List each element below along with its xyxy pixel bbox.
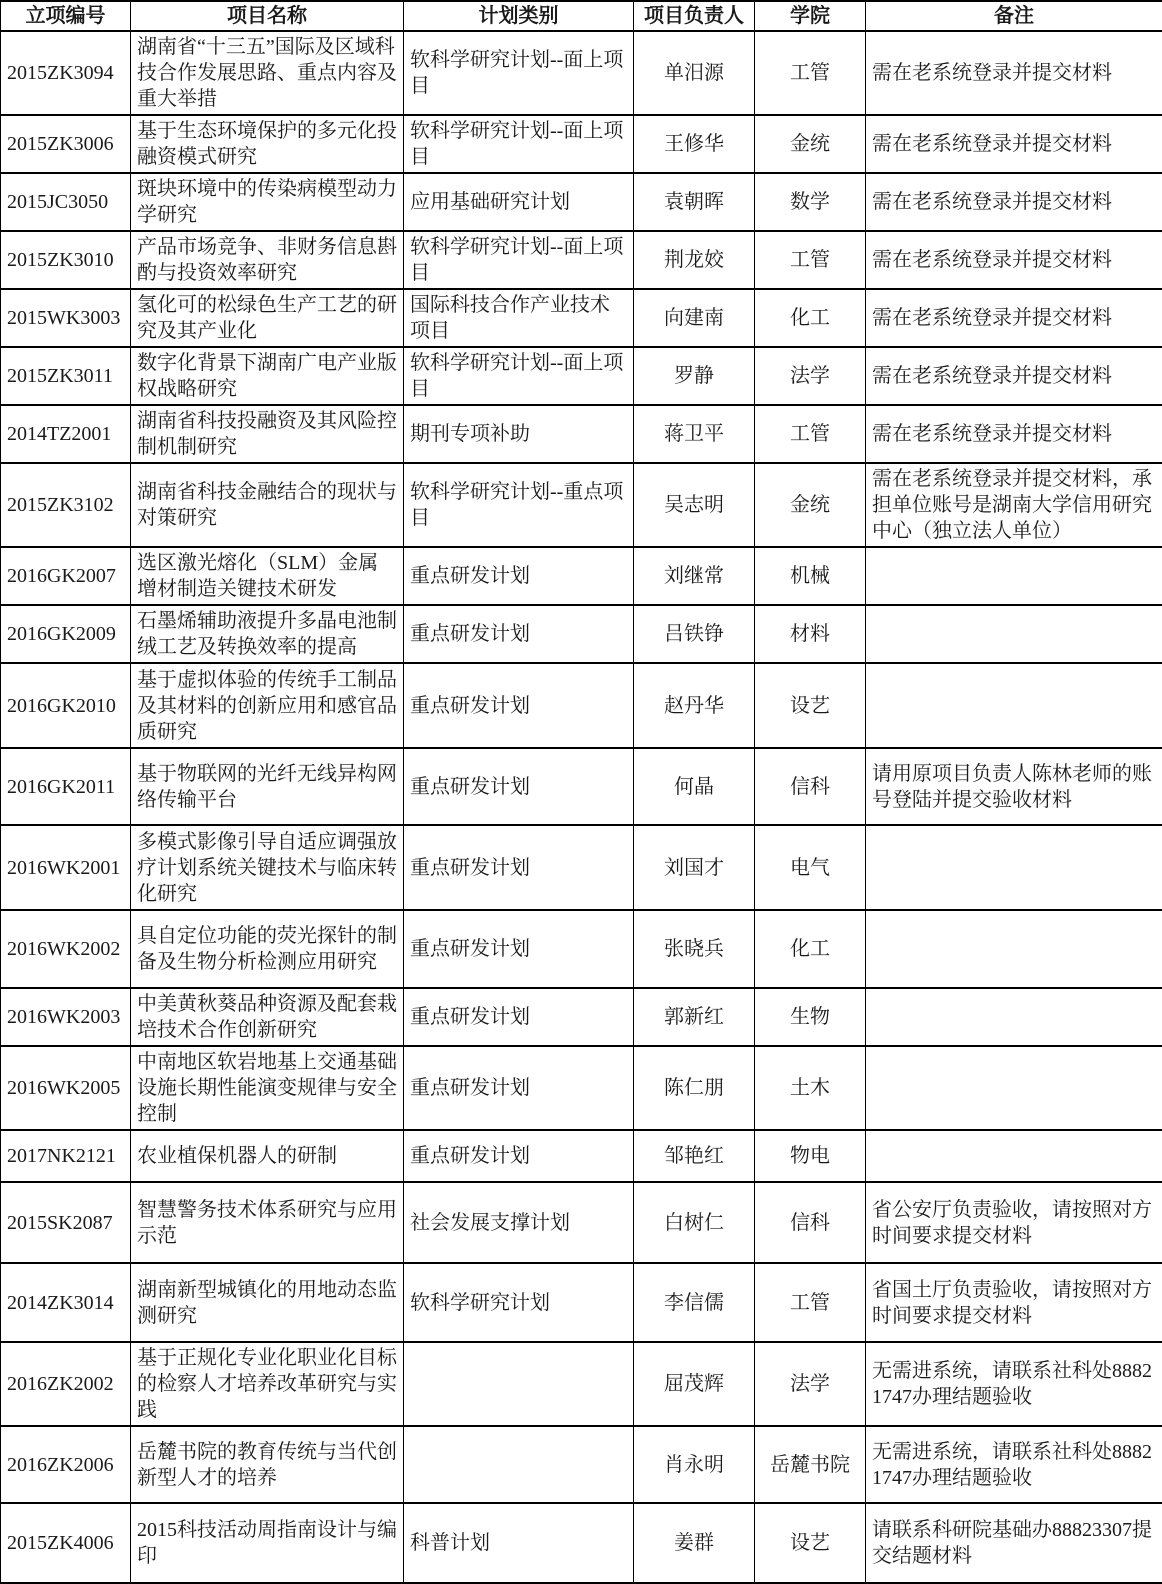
table-header: [1, 1, 1162, 31]
cell-leader: 姜群: [634, 1503, 755, 1583]
cell-plan-category: 软科学研究计划--面上项目: [404, 31, 634, 115]
cell-project-name: 产品市场竞争、非财务信息斟酌与投资效率研究: [131, 231, 404, 289]
cell-project-id: 2015SK2087: [1, 1182, 131, 1263]
cell-leader: 吕铁铮: [634, 605, 755, 663]
table-row: [1, 289, 1162, 347]
cell-remark: 无需进系统，请联系社科处88821747办理结题验收: [866, 1342, 1162, 1426]
cell-project-id: 2014TZ2001: [1, 405, 131, 463]
cell-college: 金统: [755, 463, 866, 547]
cell-project-name: 多模式影像引导自适应调强放疗计划系统关键技术与临床转化研究: [131, 825, 404, 910]
cell-project-name: 中美黄秋葵品种资源及配套栽培技术合作创新研究: [131, 988, 404, 1046]
column-header-project-id: 立项编号: [1, 1, 131, 31]
cell-project-name: 岳麓书院的教育传统与当代创新型人才的培养: [131, 1426, 404, 1503]
column-header-college: 学院: [755, 1, 866, 31]
cell-leader: 罗静: [634, 347, 755, 405]
cell-project-id: 2014ZK3014: [1, 1263, 131, 1342]
cell-college: 设艺: [755, 1503, 866, 1583]
cell-college: 生物: [755, 988, 866, 1046]
table-row: [1, 1342, 1162, 1426]
table-row: [1, 115, 1162, 173]
cell-project-id: 2015WK3003: [1, 289, 131, 347]
cell-college: 信科: [755, 1182, 866, 1263]
cell-remark: 请联系科研院基础办88823307提交结题材料: [866, 1503, 1162, 1583]
cell-college: 数学: [755, 173, 866, 231]
cell-leader: 向建南: [634, 289, 755, 347]
cell-plan-category: 国际科技合作产业技术项目: [404, 289, 634, 347]
table-row: [1, 463, 1162, 547]
cell-project-id: 2015ZK3094: [1, 31, 131, 115]
cell-project-id: 2016WK2001: [1, 825, 131, 910]
cell-remark: 需在老系统登录并提交材料: [866, 289, 1162, 347]
table-row: [1, 31, 1162, 115]
table-row: [1, 347, 1162, 405]
cell-project-id: 2016WK2005: [1, 1046, 131, 1130]
cell-project-name: 石墨烯辅助液提升多晶电池制绒工艺及转换效率的提高: [131, 605, 404, 663]
cell-project-id: 2016GK2007: [1, 547, 131, 605]
cell-remark: 省国土厅负责验收，请按照对方时间要求提交材料: [866, 1263, 1162, 1342]
cell-leader: 张晓兵: [634, 910, 755, 988]
cell-remark: 省公安厅负责验收，请按照对方时间要求提交材料: [866, 1182, 1162, 1263]
cell-project-name: 智慧警务技术体系研究与应用示范: [131, 1182, 404, 1263]
cell-project-name: 基于正规化专业化职业化目标的检察人才培养改革研究与实践: [131, 1342, 404, 1426]
cell-plan-category: 重点研发计划: [404, 663, 634, 748]
cell-leader: 刘国才: [634, 825, 755, 910]
cell-plan-category: 软科学研究计划--面上项目: [404, 231, 634, 289]
table-row: [1, 825, 1162, 910]
cell-college: 设艺: [755, 663, 866, 748]
cell-college: 法学: [755, 347, 866, 405]
cell-plan-category: 软科学研究计划--重点项目: [404, 463, 634, 547]
cell-remark: [866, 547, 1162, 605]
cell-project-name: 斑块环境中的传染病模型动力学研究: [131, 173, 404, 231]
table-row: [1, 547, 1162, 605]
cell-remark: [866, 825, 1162, 910]
cell-project-id: 2016ZK2006: [1, 1426, 131, 1503]
table-row: [1, 1130, 1162, 1182]
cell-college: 化工: [755, 289, 866, 347]
cell-project-id: 2016WK2002: [1, 910, 131, 988]
cell-college: 金统: [755, 115, 866, 173]
cell-remark: 需在老系统登录并提交材料: [866, 173, 1162, 231]
header-row: [1, 1, 1162, 31]
cell-project-id: 2015ZK3011: [1, 347, 131, 405]
column-header-plan-category: 计划类别: [404, 1, 634, 31]
cell-leader: 肖永明: [634, 1426, 755, 1503]
cell-plan-category: 应用基础研究计划: [404, 173, 634, 231]
cell-project-name: 湖南新型城镇化的用地动态监测研究: [131, 1263, 404, 1342]
cell-remark: 需在老系统登录并提交材料: [866, 231, 1162, 289]
cell-college: 工管: [755, 231, 866, 289]
cell-remark: [866, 605, 1162, 663]
cell-plan-category: 重点研发计划: [404, 1130, 634, 1182]
cell-college: 机械: [755, 547, 866, 605]
cell-project-id: 2015ZK3006: [1, 115, 131, 173]
cell-leader: 屈茂辉: [634, 1342, 755, 1426]
cell-remark: 请用原项目负责人陈林老师的账号登陆并提交验收材料: [866, 748, 1162, 825]
cell-project-id: 2015ZK3010: [1, 231, 131, 289]
cell-project-id: 2015JC3050: [1, 173, 131, 231]
table-row: [1, 1046, 1162, 1130]
cell-leader: 单汨源: [634, 31, 755, 115]
cell-project-id: 2016ZK2002: [1, 1342, 131, 1426]
cell-college: 工管: [755, 31, 866, 115]
cell-remark: [866, 988, 1162, 1046]
cell-project-name: 基于生态环境保护的多元化投融资模式研究: [131, 115, 404, 173]
table-row: [1, 1503, 1162, 1583]
cell-project-name: 湖南省科技投融资及其风险控制机制研究: [131, 405, 404, 463]
cell-college: 物电: [755, 1130, 866, 1182]
table-row: [1, 231, 1162, 289]
table-body: [1, 31, 1162, 1583]
cell-project-id: 2016GK2009: [1, 605, 131, 663]
cell-plan-category: 科普计划: [404, 1503, 634, 1583]
cell-remark: 无需进系统，请联系社科处88821747办理结题验收: [866, 1426, 1162, 1503]
cell-leader: 袁朝晖: [634, 173, 755, 231]
table-row: [1, 910, 1162, 988]
cell-plan-category: 重点研发计划: [404, 605, 634, 663]
cell-college: 岳麓书院: [755, 1426, 866, 1503]
cell-leader: 何晶: [634, 748, 755, 825]
cell-project-name: 基于虚拟体验的传统手工制品及其材料的创新应用和感官品质研究: [131, 663, 404, 748]
cell-plan-category: [404, 1426, 634, 1503]
cell-project-id: 2016GK2010: [1, 663, 131, 748]
table-row: [1, 605, 1162, 663]
cell-leader: 陈仁朋: [634, 1046, 755, 1130]
cell-project-name: 中南地区软岩地基上交通基础设施长期性能演变规律与安全控制: [131, 1046, 404, 1130]
cell-plan-category: 重点研发计划: [404, 825, 634, 910]
cell-plan-category: 重点研发计划: [404, 988, 634, 1046]
table-row: [1, 663, 1162, 748]
cell-project-name: 湖南省“十三五”国际及区域科技合作发展思路、重点内容及重大举措: [131, 31, 404, 115]
cell-project-id: 2015ZK4006: [1, 1503, 131, 1583]
cell-college: 化工: [755, 910, 866, 988]
cell-college: 工管: [755, 1263, 866, 1342]
table-row: [1, 748, 1162, 825]
cell-leader: 王修华: [634, 115, 755, 173]
cell-college: 法学: [755, 1342, 866, 1426]
cell-project-name: 湖南省科技金融结合的现状与对策研究: [131, 463, 404, 547]
cell-leader: 邹艳红: [634, 1130, 755, 1182]
cell-remark: 需在老系统登录并提交材料: [866, 115, 1162, 173]
cell-project-name: 2015科技活动周指南设计与编印: [131, 1503, 404, 1583]
table-row: [1, 405, 1162, 463]
cell-leader: 郭新红: [634, 988, 755, 1046]
cell-project-name: 选区激光熔化（SLM）金属增材制造关键技术研发: [131, 547, 404, 605]
cell-college: 工管: [755, 405, 866, 463]
cell-leader: 白树仁: [634, 1182, 755, 1263]
cell-remark: 需在老系统登录并提交材料: [866, 31, 1162, 115]
table-row: [1, 1182, 1162, 1263]
cell-leader: 蒋卫平: [634, 405, 755, 463]
cell-remark: [866, 1046, 1162, 1130]
column-header-remark: 备注: [866, 1, 1162, 31]
cell-leader: 刘继常: [634, 547, 755, 605]
cell-remark: [866, 910, 1162, 988]
cell-plan-category: 期刊专项补助: [404, 405, 634, 463]
cell-project-name: 农业植保机器人的研制: [131, 1130, 404, 1182]
cell-plan-category: 软科学研究计划: [404, 1263, 634, 1342]
cell-plan-category: 软科学研究计划--面上项目: [404, 115, 634, 173]
cell-leader: 赵丹华: [634, 663, 755, 748]
cell-remark: [866, 663, 1162, 748]
cell-project-name: 数字化背景下湖南广电产业版权战略研究: [131, 347, 404, 405]
cell-remark: [866, 1130, 1162, 1182]
cell-college: 材料: [755, 605, 866, 663]
cell-project-id: 2016WK2003: [1, 988, 131, 1046]
cell-college: 信科: [755, 748, 866, 825]
cell-plan-category: 软科学研究计划--面上项目: [404, 347, 634, 405]
column-header-project-name: 项目名称: [131, 1, 404, 31]
table-row: [1, 173, 1162, 231]
column-header-leader: 项目负责人: [634, 1, 755, 31]
cell-plan-category: 重点研发计划: [404, 748, 634, 825]
cell-plan-category: 社会发展支撑计划: [404, 1182, 634, 1263]
cell-project-id: 2017NK2121: [1, 1130, 131, 1182]
table-row: [1, 988, 1162, 1046]
cell-plan-category: [404, 1342, 634, 1426]
cell-project-name: 氢化可的松绿色生产工艺的研究及其产业化: [131, 289, 404, 347]
table-row: [1, 1263, 1162, 1342]
cell-plan-category: 重点研发计划: [404, 547, 634, 605]
cell-project-id: 2016GK2011: [1, 748, 131, 825]
cell-leader: 李信儒: [634, 1263, 755, 1342]
cell-college: 土木: [755, 1046, 866, 1130]
cell-plan-category: 重点研发计划: [404, 1046, 634, 1130]
cell-project-id: 2015ZK3102: [1, 463, 131, 547]
cell-leader: 吴志明: [634, 463, 755, 547]
cell-remark: 需在老系统登录并提交材料，承担单位账号是湖南大学信用研究中心（独立法人单位）: [866, 463, 1162, 547]
cell-project-name: 基于物联网的光纤无线异构网络传输平台: [131, 748, 404, 825]
cell-project-name: 具自定位功能的荧光探针的制备及生物分析检测应用研究: [131, 910, 404, 988]
cell-college: 电气: [755, 825, 866, 910]
cell-plan-category: 重点研发计划: [404, 910, 634, 988]
cell-leader: 荆龙姣: [634, 231, 755, 289]
cell-remark: 需在老系统登录并提交材料: [866, 405, 1162, 463]
cell-remark: 需在老系统登录并提交材料: [866, 347, 1162, 405]
table-row: [1, 1426, 1162, 1503]
